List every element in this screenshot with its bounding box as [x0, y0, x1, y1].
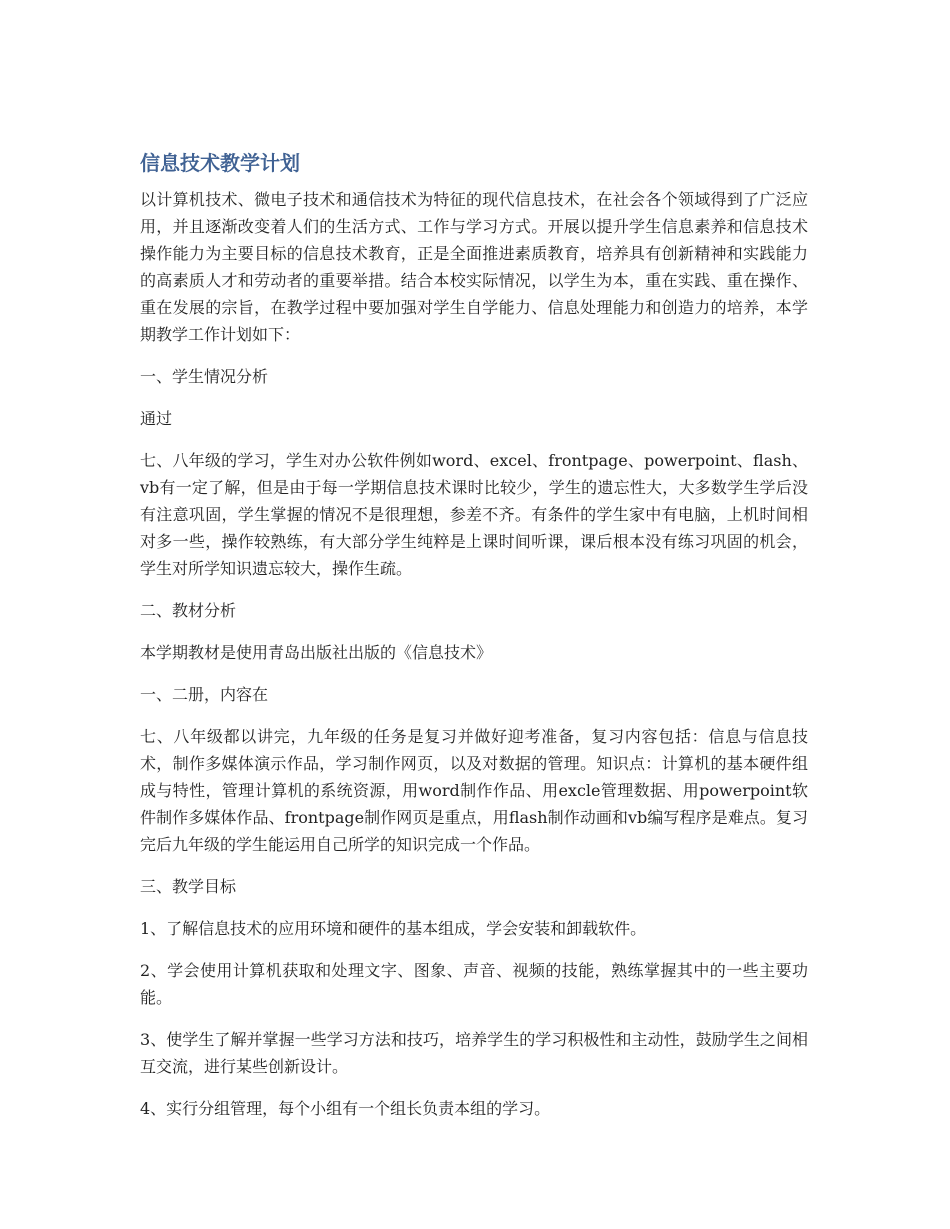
goal-item-4: 4、实行分组管理，每个小组有一个组长负责本组的学习。 — [140, 1099, 551, 1118]
paragraph-fragment: 通过 — [140, 409, 173, 428]
section-heading-textbook-analysis: 二、教材分析 — [140, 601, 237, 620]
paragraph-review-content: 七、八年级都以讲完，九年级的任务是复习并做好迎考准备，复习内容包括：信息与信息技术，制作多媒体演示作品，学习制作网页，以及对数据的管理。知识点：计算机的基本硬件组成与特性，管理计算机的系统资源，用word制作作品、用excle管理数据、用powerpoint软件制作多媒体作品、frontpage制作网页是重点，用flash制作动画和vb编写程序是难点。复习完后九年级的学生能运用自己所学的知识完成一个作品。 — [140, 727, 808, 854]
paragraph-student-situation: 七、八年级的学习，学生对办公软件例如word、excel、frontpage、powerpoint、flash、vb有一定了解，但是由于每一学期信息技术课时比较少，学生的遗忘性大，大多数学生学后没有注意巩固，学生掌握的情况不是很理想，参差不齐。有条件的学生家中有电脑，上机时间相对多一些，操作较熟练，有大部分学生纯粹是上课时间听课，课后根本没有练习巩固的机会，学生对所学知识遗忘较大，操作生疏。 — [140, 451, 808, 578]
section-heading-student-analysis: 一、学生情况分析 — [140, 367, 269, 386]
goal-item-3: 3、使学生了解并掌握一些学习方法和技巧，培养学生的学习积极性和主动性，鼓励学生之间相互交流，进行某些创新设计。 — [140, 1030, 808, 1076]
paragraph-volumes: 一、二册，内容在 — [140, 685, 269, 704]
paragraph-textbook: 本学期教材是使用青岛出版社出版的《信息技术》 — [140, 643, 493, 662]
section-heading-teaching-goals: 三、教学目标 — [140, 877, 237, 896]
goal-item-1: 1、了解信息技术的应用环境和硬件的基本组成，学会安装和卸载软件。 — [140, 919, 647, 938]
document-page — [140, 146, 808, 1137]
paragraph-intro: 以计算机技术、微电子技术和通信技术为特征的现代信息技术，在社会各个领域得到了广泛应用，并且逐渐改变着人们的生活方式、工作与学习方式。开展以提升学生信息素养和信息技术操作能力为主要目标的信息技术教育，正是全面推进素质教育，培养具有创新精神和实践能力的高素质人才和劳动者的重要举措。结合本校实际情况，以学生为本，重在实践、重在操作、重在发展的宗旨，在教学过程中要加强对学生自学能力、信息处理能力和创造力的培养，本学期教学工作计划如下： — [140, 190, 808, 344]
goal-item-2: 2、学会使用计算机获取和处理文字、图象、声音、视频的技能，熟练掌握其中的一些主要功能。 — [140, 961, 808, 1007]
document-title: 信息技术教学计划 — [140, 151, 300, 175]
